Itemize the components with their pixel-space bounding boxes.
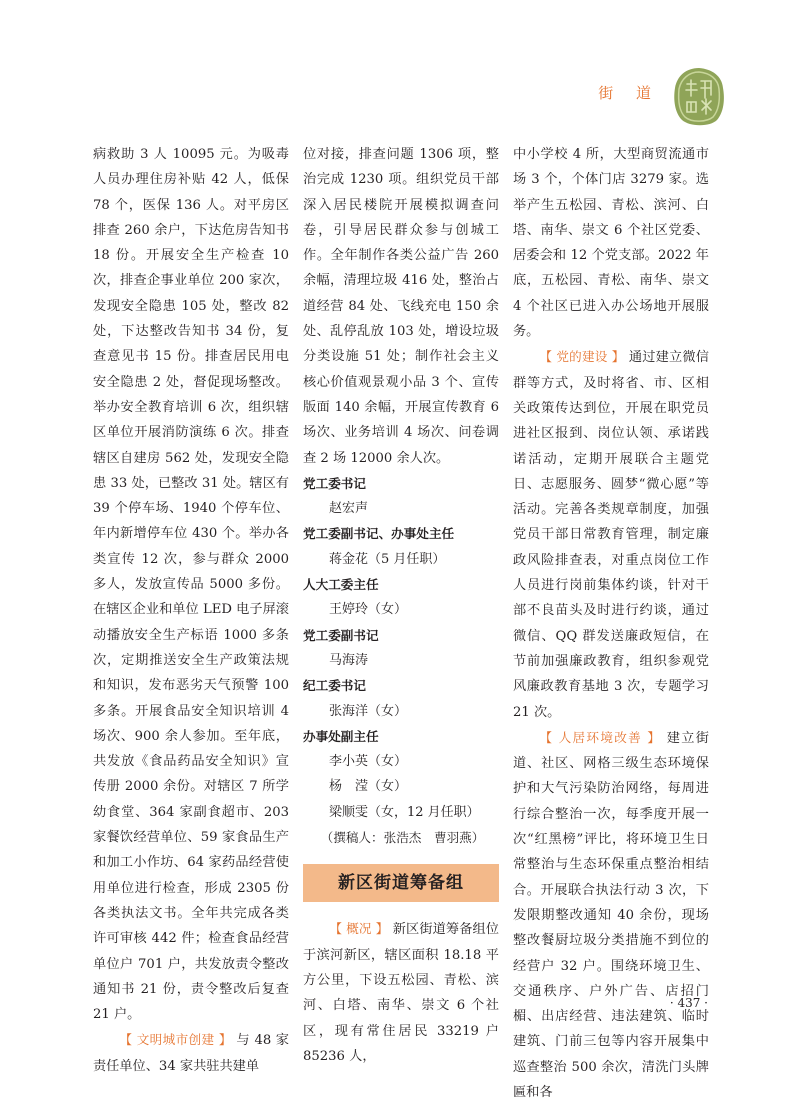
- role-title: 党工委副书记: [303, 627, 379, 643]
- seal-stamp-icon: [672, 66, 726, 128]
- text-column-1: [93, 142, 289, 1079]
- paragraph-text: 通过建立微信群等方式，及时将省、市、区相关政策传达到位，开展在职党员进社区报到、岗位认领、承诺践诺活动，定期开展联合主题党日、志愿服务、圆梦“微心愿”等活动。完善各类规章制度，加强党员干部日常教育管理，制定廉政风险排查表，对重点岗位工作人员进行岗前集体约谈，针对干部不良苗头及时进行约谈，通过微信、QQ 群发送廉政短信，在节前加强廉政教育，组织参观党风廉政教育基地 3 次，专题学习 21 次。: [513, 350, 709, 720]
- paragraph-text: 新区街道筹备组位于滨河新区，辖区面积 18.18 平方公里，下设五松园、青松、滨河、白塔、南华、崇文 6 个社区，现有常住居民 33219 户 85236 人，: [303, 922, 499, 1064]
- paragraph: 病救助 3 人 10095 元。为吸毒人员办理住房补贴 42 人，低保 78 个，医保 136 人。对平房区排查 260 余户，下达危房告知书 18 份。开展安全生产检查 10 次，排查企事业单位 200 家次，发现安全隐患 105 处，整改 82 处，下达整改告知书 34 份，复查意见书 15 份。排查居民用电安全隐患 2 处，督促现场整改。举办安全教育培训 6 次，组织辖区单位开展消防演练 6 次。排查辖区自建房 562 处，发现安全隐患 33 处，已整改 31 处。辖区有 39 个停车场、1940 个停车位、年内新增停车位 430 个。举办各类宣传 12 次，参与群众 2000 多人，发放宣传品 5000 多份。在辖区企业和单位 LED 电子屏滚动播放安全生产标语 1000 多条次，定期推送安全生产政策法规和知识，发布恶劣天气预警 100 多条。开展食品安全知识培训 4 场次、900 余人参加。至年底，共发放《食品药品安全知识》宣传册 2000 余份。对辖区 7 所学幼食堂、364 家副食超市、203 家餐饮经营单位、59 家食品生产和加工小作坊、64 家药品经营使用单位进行检查，形成 2305 份各类执法文书。全年共完成各类许可审核 442 件；检查食品经营单位户 701 户，共发放责令整改通知书 21 份，责令整改后复查 21 户。: [93, 147, 289, 1023]
- paragraph: [93, 1027, 289, 1079]
- paragraph: 中小学校 4 所，大型商贸流通市场 3 个，个体门店 3279 家。选举产生五松园、青松、滨河、白塔、南华、崇文 6 个社区党委、居委会和 12 个党支部。2022 年底，五松园、青松、南华、崇文 4 个社区已进入办公场地开展服务。: [513, 147, 709, 340]
- section-tag: 【 概况 】: [329, 921, 389, 937]
- person-name: 李小英（女）: [329, 754, 408, 770]
- section-title: 街 道: [598, 84, 660, 102]
- paragraph-text: 建立街道、社区、网格三级生态环境保护和大气污染防治网络，每周进行综合整治一次，每季度开展一次“红黑榜”评比，将环境卫生日常整治与生态环保重点整治相结合。开展联合执法行动 3 次，下发限期整改通知 40 余份，现场整改餐厨垃圾分类措施不到位的经营户 32 户。围绕环境卫生、交通秩序、户外广告、店招门楣、出店经营、违法建筑、临时建筑、门前三包等内容开展集中巡查整治 500 余次，清洗门头牌匾和各: [513, 730, 709, 1100]
- person-name: 张海洋（女）: [329, 703, 408, 719]
- paragraph: [513, 725, 709, 1105]
- person-name: 赵宏声: [329, 501, 369, 517]
- paragraph-text: 与 48 家责任单位、34 家共驻共建单: [93, 1033, 289, 1074]
- role-title: 党工委副书记、办事处主任: [303, 526, 455, 542]
- person-name: 杨 滢（女）: [329, 779, 408, 795]
- text-column-3: [513, 142, 709, 1105]
- paragraph: [303, 916, 499, 1069]
- role-title: 党工委书记: [303, 475, 366, 491]
- section-banner: 新区街道筹备组: [303, 864, 499, 902]
- section-tag: 【 文明城市创建 】: [119, 1032, 232, 1048]
- person-name: 马海涛: [329, 652, 369, 668]
- section-tag: 【 党的建设 】: [539, 349, 625, 365]
- role-title: 纪工委书记: [303, 678, 366, 694]
- role-title: 办事处副主任: [303, 728, 379, 744]
- author-credit: （撰稿人：张浩杰 曹羽燕）: [320, 830, 485, 846]
- person-name: 王婷玲（女）: [329, 602, 408, 618]
- person-name: 蒋金花（5 月任职）: [329, 551, 446, 567]
- role-title: 人大工委主任: [303, 577, 379, 593]
- text-column-2: [303, 142, 499, 1069]
- paragraph: [513, 344, 709, 724]
- person-name: 梁顺雯（女，12 月任职）: [329, 804, 480, 820]
- section-tag: 【 人居环境改善 】: [539, 729, 662, 745]
- page-number: · 437 ·: [669, 996, 708, 1010]
- paragraph: 位对接，排查问题 1306 项，整治完成 1230 项。组织党员干部深入居民楼院开展模拟调查问卷，引导居民群众参与创城工作。全年制作各类公益广告 260 余幅，清理垃圾 416 处，整治占道经营 84 处、飞线充电 150 余处、乱停乱放 103 处，增设垃圾分类设施 51 处；制作社会主义核心价值观景观小品 3 个、宣传版面 140 余幅，开展宣传教育 6 场次、业务培训 4 场次、问卷调查 2 场 12000 余人次。: [303, 147, 499, 466]
